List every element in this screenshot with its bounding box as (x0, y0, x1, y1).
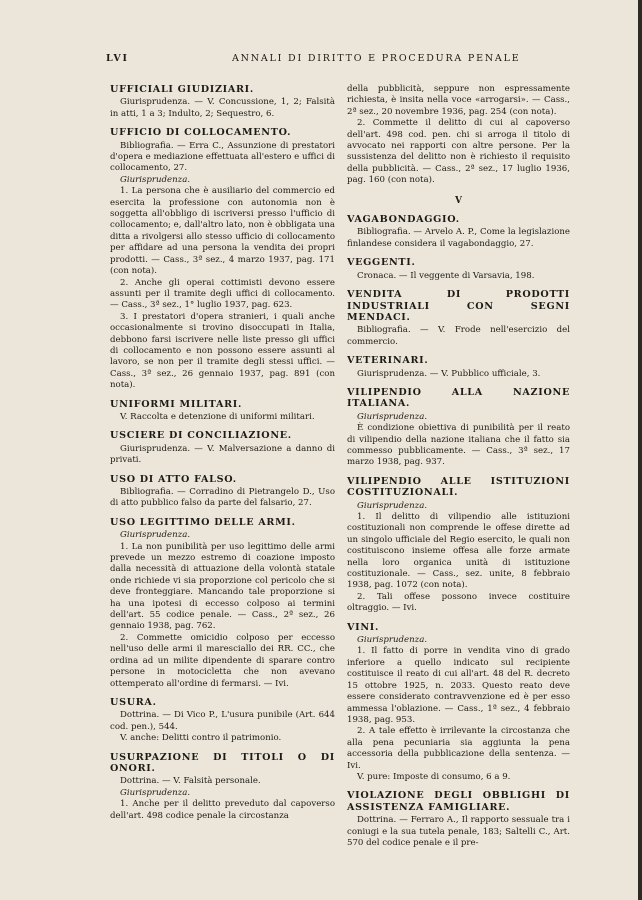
section-heading: VEGGENTI. (347, 257, 416, 269)
section-heading: VILIPENDIO ALLE ISTITUZIONI COSTITUZIONALI. (347, 475, 570, 499)
section-heading: VETERINARI. (347, 355, 429, 367)
entry-paragraph: 2. Commette omicidio colposo per eccesso nell'uso delle armi il maresciallo dei RR. CC., che ordina ad un milite dipendente di sparare contro persone in motocicletta che non avevano ottemperato all'ordine di fermarsi. — Ivi. (110, 632, 335, 689)
entry-paragraph: Bibliografia. — Erra C., Assunzione di prestatori d'opera e mediazione effettuata all'estero e uffici di collocamento, 27. (110, 140, 335, 174)
subsection-label: Giurisprudenza. (120, 530, 191, 541)
section-heading: USURA. (110, 696, 157, 708)
section-heading: VIOLAZIONE DEGLI OBBLIGHI DI ASSISTENZA FAMIGLIARE. (347, 790, 570, 813)
entry-paragraph: 2. Commette il delitto di cui al capoverso dell'art. 498 cod. pen. chi si arroga il titolo di avvocato nei rapporti con altre persone. Per la sussistenza del delitto non è richiesto il requisito della pubblicità. — Cass., 2ª sez., 17 luglio 1936, pag. 160 (con nota). (347, 118, 570, 186)
section-heading: UFFICIO DI COLLOCAMENTO. (110, 127, 292, 139)
right-column (347, 84, 570, 849)
page-edge (638, 0, 642, 900)
subsection-label: Giurisprudenza. (120, 787, 191, 798)
left-column (110, 84, 335, 822)
subsection-label: Giurisprudenza. (357, 500, 428, 511)
section-heading: USO LEGITTIMO DELLE ARMI. (110, 516, 296, 528)
entry-paragraph: Dottrina. — Ferraro A., Il rapporto sessuale tra i coniugi e la sua tutela penale, 183; Saltelli C., Art. 570 del codice penale e il pre- (347, 815, 570, 848)
entry-paragraph: 1. Il fatto di porre in vendita vino di grado inferiore a quello indicato sul recipiente costituisce il reato di cui all'art. 48 del R. decreto 15 ottobre 1925, n. 2033. Questo reato deve essere considerato contravvenzione ed è per esso ammessa l'oblazione. — Cass., 1ª sez., 4 febbraio 1938, pag. 953. (347, 646, 570, 725)
entry-paragraph: Bibliografia. — Arvelo A. P., Come la legislazione finlandese considera il vagabondaggio, 27. (347, 227, 570, 249)
section-heading: UFFICIALI GIUDIZIARI. (110, 84, 254, 95)
section-heading: VENDITA DI PRODOTTI INDUSTRIALI CON SEGNI MENDACI. (347, 289, 570, 323)
entry-paragraph: V. anche: Delitti contro il patrimonio. (120, 733, 282, 744)
entry-paragraph: 2. A tale effetto è irrilevante la circostanza che alla pena pecuniaria sia aggiunta la pena accessoria della pubblicazione della sentenza. — Ivi. (347, 726, 570, 771)
entry-paragraph: Dottrina. — V. Falsità personale. (120, 776, 261, 787)
entry-paragraph: 3. I prestatori d'opera stranieri, i quali anche occasionalmente si trovino disoccupati in Italia, debbono farsi iscrivere nelle liste presso gli uffici di collocamento e non possono essere assunti al lavoro, se non per il tramite degli stessi uffici. — Cass., 3ª sez., 26 gennaio 1937, pag. 891 (con nota). (110, 311, 335, 391)
section-heading: UNIFORMI MILITARI. (110, 398, 243, 410)
entry-paragraph: 1. Il delitto di vilipendio alle istituzioni costituzionali non comprende le offese dirette ad un singolo ufficiale del Regio esercito, le quali non costituiscono insieme offesa alle forze armate nella loro organica unità di istituzione costituzionale. — Cass., sez. unite, 8 febbraio 1938, pag. 1072 (con nota). (347, 512, 570, 591)
entry-paragraph: V. Raccolta e detenzione di uniformi militari. (120, 411, 315, 422)
entry-paragraph: Giurisprudenza. — V. Malversazione a danno di privati. (110, 443, 335, 466)
entry-paragraph: 2. Anche gli operai cottimisti devono essere assunti per il tramite degli uffici di collocamento. — Cass., 3ª sez., 1° luglio 1937, pag. 623. (110, 277, 335, 311)
page-number: LVI (106, 53, 129, 64)
entry-paragraph: Bibliografia. — V. Frode nell'esercizio del commercio. (347, 325, 570, 347)
section-heading: USCIERE DI CONCILIAZIONE. (110, 430, 292, 442)
section-heading: VILIPENDIO ALLA NAZIONE ITALIANA. (347, 386, 570, 410)
entry-paragraph: Giurisprudenza. — V. Pubblico ufficiale, 3. (357, 368, 541, 379)
section-heading: USURPAZIONE DI TITOLI O DI ONORI. (110, 751, 335, 774)
entry-paragraph: 2. Tali offese possono invece costituire oltraggio. — Ivi. (347, 591, 570, 614)
section-heading: USO DI ATTO FALSO. (110, 473, 237, 485)
section-heading: VAGABONDAGGIO. (347, 214, 460, 226)
entry-paragraph: 1. La non punibilità per uso legittimo delle armi prevede un mezzo estremo di coazione imposto dalla necessità di attuazione della volontà statale onde richiede vi sia proporzione col pericolo che si deve fronteggiare. Mancando tale proporzione si ha una ipotesi di eccesso colposo ai termini dell'art. 55 codice penale. — Cass., 2ª sez., 26 gennaio 1938, pag. 762. (110, 541, 335, 632)
entry-paragraph: 1. La persona che è ausiliario del commercio ed esercita la professione con autonomia non è soggetta all'obbligo di iscriversi presso l'ufficio di collocamento; e, dall'altro lato, non è obbligata una ditta a rivolgersi allo stesso ufficio di collocamento per affidare ad una persona la vendita dei propri prodotti. — Cass., 3ª sez., 4 marzo 1937, pag. 171 (con nota). (110, 186, 335, 277)
section-heading: VINI. (347, 621, 380, 633)
entry-paragraph: V. pure: Imposte di consumo, 6 a 9. (357, 771, 511, 782)
entry-paragraph: È condizione obiettiva di punibilità per il reato di vilipendio della nazione italiana che il fatto sia commesso pubblicamente. — Cass., 3ª sez., 17 marzo 1938, pag. 937. (347, 423, 570, 468)
entry-paragraph: Cronaca. — Il veggente di Varsavia, 198. (357, 270, 535, 281)
journal-title: ANNALI DI DIRITTO E PROCEDURA PENALE (232, 53, 521, 64)
entry-paragraph: Giurisprudenza. — V. Concussione, 1, 2; Falsità in atti, 1 a 3; Indulto, 2; Sequestro, 6. (110, 97, 335, 119)
continued-paragraph: della pubblicità, seppure non espressamente richiesta, è insita nella voce «arrogarsi». — Cass., 2ª sez., 20 novembre 1936, pag. 254 (con nota). (347, 84, 570, 117)
entry-paragraph: Bibliografia. — Corradino di Pietrangelo D., Uso di atto pubblico falso da parte del falsario, 27. (110, 487, 335, 509)
entry-paragraph: 1. Anche per il delitto preveduto dal capoverso dell'art. 498 codice penale la circostanza (110, 799, 335, 821)
subsection-label: Giurisprudenza. (357, 635, 428, 646)
subsection-label: Giurisprudenza. (357, 411, 428, 422)
letter-divider: V (455, 195, 462, 206)
entry-paragraph: Dottrina. — Di Vico P., L'usura punibile (Art. 644 cod. pen.), 544. (110, 710, 335, 732)
subsection-label: Giurisprudenza. (120, 174, 191, 185)
